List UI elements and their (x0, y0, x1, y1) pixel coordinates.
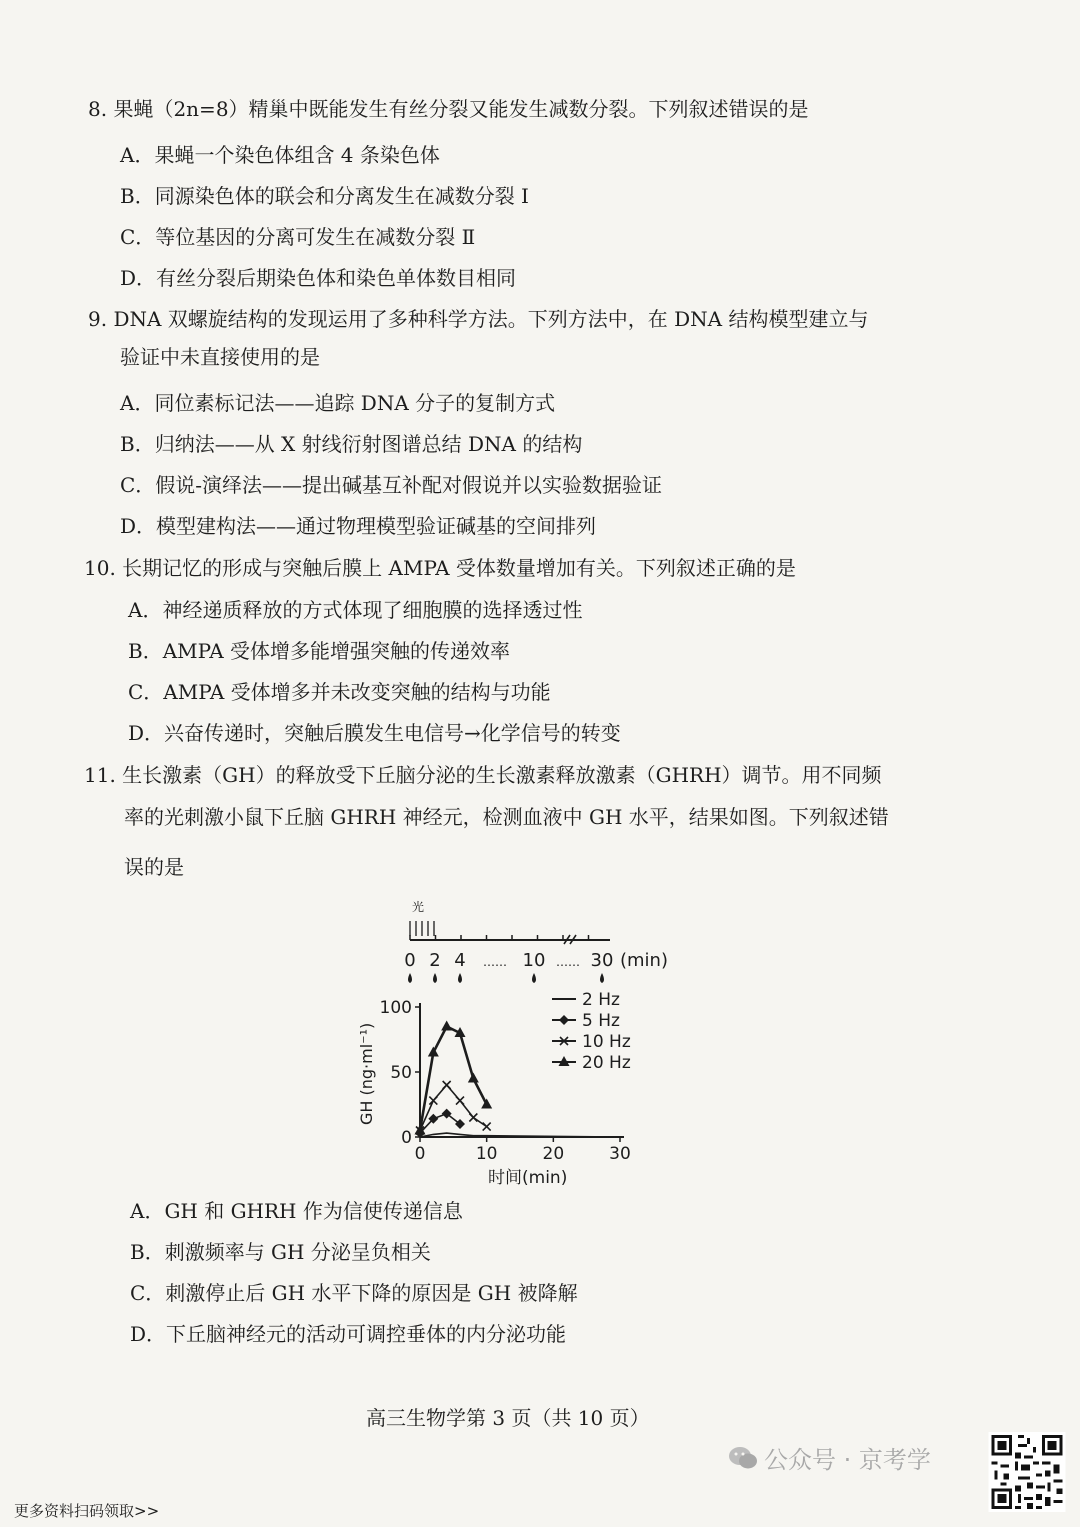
q11-option-c: C．刺激停止后 GH 水平下降的原因是 GH 被降解 (130, 1281, 578, 1305)
q11-option-d: D．下丘脑神经元的活动可调控垂体的内分泌功能 (130, 1322, 567, 1346)
legend-label: 2 Hz (582, 990, 620, 1010)
legend-item (552, 1032, 631, 1052)
q9-number: 9. (88, 307, 108, 331)
q10-stem-text: 长期记忆的形成与突触后膜上 AMPA 受体数量增加有关。下列叙述正确的是 (122, 556, 796, 580)
timeline-tick-label: …… (556, 955, 580, 969)
triangle-marker (428, 1047, 439, 1057)
triangle-marker (481, 1099, 492, 1109)
watermark-text: 公众号 · 京考学 (764, 1446, 931, 1474)
x-marker (483, 1123, 491, 1131)
q8-option-c: C．等位基因的分离可发生在减数分裂 Ⅱ (120, 225, 476, 249)
q8-option-a: A．果蝇一个染色体组含 4 条染色体 (120, 143, 440, 167)
q9-option-c: C．假说-演绎法——提出碱基互补配对假说并以实验数据验证 (120, 473, 663, 497)
timeline-tick-label: …… (483, 955, 507, 969)
y-tick-label: 100 (379, 998, 412, 1018)
series-line (420, 1085, 487, 1131)
q11-stem (84, 762, 882, 788)
legend-label: 5 Hz (582, 1011, 620, 1031)
timeline-unit: (min) (620, 950, 668, 971)
q11-option-b: B．刺激频率与 GH 分泌呈负相关 (130, 1240, 431, 1264)
blood-drop-icon (458, 973, 462, 983)
timeline-light-label: 光 (412, 900, 425, 914)
q9-option-d: D．模型建构法——通过物理模型验证碱基的空间排列 (120, 514, 597, 538)
q9-option-b: B．归纳法——从 X 射线衍射图谱总结 DNA 的结构 (120, 432, 583, 456)
more-materials-link[interactable]: 更多资料扫码领取>> (14, 1502, 160, 1520)
q11-number: 11. (84, 763, 116, 787)
wechat-icon (728, 1445, 758, 1477)
q9-stem-text: DNA 双螺旋结构的发现运用了多种科学方法。下列方法中，在 DNA 结构模型建立与 (113, 307, 869, 331)
stimulus-timeline (404, 921, 668, 983)
q10-stem (84, 555, 796, 581)
timeline-tick-label: 30 (590, 950, 614, 971)
q8-number: 8. (88, 97, 108, 121)
q9-option-a: A．同位素标记法——追踪 DNA 分子的复制方式 (120, 391, 556, 415)
x-marker (456, 1097, 464, 1105)
blood-drop-icon (408, 973, 412, 983)
x-tick-label: 0 (414, 1144, 426, 1164)
timeline-tick-label: 0 (404, 950, 416, 971)
q10-option-d: D．兴奋传递时，突触后膜发生电信号→化学信号的转变 (128, 721, 621, 745)
legend-item (552, 1011, 620, 1031)
q9-stem (88, 306, 868, 332)
legend-item (552, 990, 620, 1010)
qr-code-icon[interactable] (988, 1432, 1066, 1512)
y-axis-label: GH (ng·ml⁻¹) (357, 1022, 376, 1125)
diamond-marker (559, 1015, 569, 1025)
q8-option-b: B．同源染色体的联会和分离发生在减数分裂 Ⅰ (120, 184, 529, 208)
q10-option-a: A．神经递质释放的方式体现了细胞膜的选择透过性 (128, 598, 583, 622)
legend-label: 20 Hz (582, 1053, 631, 1073)
legend-item (552, 1053, 631, 1073)
page-footer: 高三生物学第 3 页（共 10 页） (366, 1406, 650, 1430)
q11-option-a: A．GH 和 GHRH 作为信使传递信息 (130, 1199, 463, 1223)
blood-drop-icon (600, 973, 604, 983)
x-tick-label: 10 (475, 1144, 498, 1164)
triangle-marker (468, 1073, 479, 1083)
x-marker (429, 1097, 437, 1105)
q11-stem-line3: 误的是 (124, 855, 184, 879)
x-axis-label: 时间(min) (488, 1168, 568, 1188)
x-tick-label: 20 (542, 1144, 565, 1164)
timeline-tick-label: 4 (454, 950, 466, 971)
timeline-tick-label: 10 (522, 950, 546, 971)
q11-stem-line2: 率的光刺激小鼠下丘脑 GHRH 神经元，检测血液中 GH 水平，结果如图。下列叙述错 (124, 805, 889, 829)
blood-drop-icon (532, 973, 536, 983)
blood-drop-icon (433, 973, 437, 983)
x-marker (469, 1114, 477, 1122)
q8-stem-text: 果蝇（2n=8）精巢中既能发生有丝分裂又能发生减数分裂。下列叙述错误的是 (113, 97, 809, 121)
chart-legend (552, 990, 631, 1073)
q10-option-c: C．AMPA 受体增多并未改变突触的结构与功能 (128, 680, 551, 704)
q10-option-b: B．AMPA 受体增多能增强突触的传递效率 (128, 639, 511, 663)
q8-stem (88, 96, 809, 122)
y-tick-label: 0 (401, 1128, 412, 1148)
gh-chart (340, 895, 680, 1195)
watermark (728, 1440, 931, 1477)
triangle-marker (441, 1021, 452, 1031)
timeline-tick-label: 2 (429, 950, 441, 971)
q11-stem-text: 生长激素（GH）的释放受下丘脑分泌的生长激素释放激素（GHRH）调节。用不同频 (122, 763, 882, 787)
q9-stem-line2: 验证中未直接使用的是 (120, 345, 320, 369)
q10-number: 10. (84, 556, 116, 580)
y-tick-label: 50 (390, 1063, 412, 1083)
x-marker (443, 1081, 451, 1089)
q8-option-d: D．有丝分裂后期染色体和染色单体数目相同 (120, 266, 517, 290)
x-tick-label: 30 (609, 1144, 631, 1164)
legend-label: 10 Hz (582, 1032, 631, 1052)
